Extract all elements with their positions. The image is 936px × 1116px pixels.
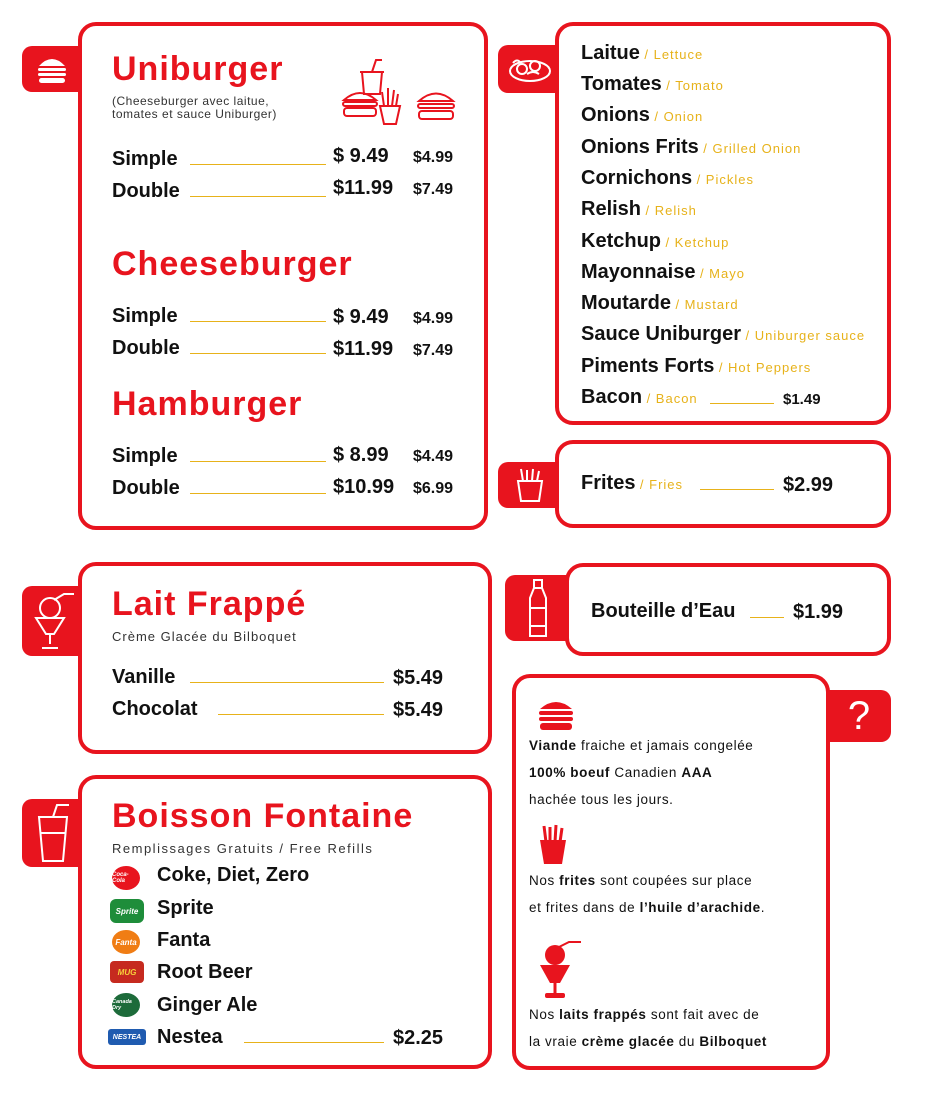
fries-tab (498, 462, 562, 508)
shake-bold: crème glacée (581, 1034, 675, 1049)
fries-text: Nos (529, 873, 560, 888)
meat-bold: Viande (529, 738, 577, 753)
cheeseburger-double-combo: $7.49 (413, 342, 454, 359)
leader-line (190, 493, 326, 494)
uniburger-desc-2: tomates et sauce Uniburger) (112, 107, 277, 121)
salad-plate-icon (507, 54, 553, 84)
fries-bold: l’huile d’arachide (639, 900, 761, 915)
cheeseburger-simple-price: $ 9.49 (333, 306, 389, 328)
shake-text: la vraie (529, 1034, 582, 1049)
cheeseburger-title: Cheeseburger (112, 245, 353, 283)
uniburger-simple-price: $ 9.49 (333, 145, 389, 167)
drink-item: Ginger Ale (157, 994, 258, 1016)
water-tab (505, 575, 571, 641)
leader-line (190, 682, 384, 683)
meat-bold: 100% boeuf (529, 765, 611, 780)
cheeseburger-double-price: $11.99 (333, 338, 394, 360)
topping-name: Bacon (581, 386, 643, 408)
milkshake-icon (30, 590, 74, 652)
meat-bold: AAA (681, 765, 713, 780)
hamburger-simple-combo: $4.49 (413, 448, 454, 465)
fries-name: Frites (581, 472, 636, 494)
topping-item (581, 167, 754, 190)
shake-text: du (674, 1034, 700, 1049)
milkshake-tab (22, 586, 82, 656)
topping-name: Sauce Uniburger (581, 323, 742, 345)
burger-icon (537, 697, 575, 731)
leader-line (218, 714, 384, 715)
topping-item (581, 386, 698, 409)
fries-text: et frites dans de (529, 900, 640, 915)
fountain-tab (22, 799, 84, 867)
fries-bold: frites (559, 873, 596, 888)
vanilla-price: $5.49 (393, 667, 444, 689)
milkshake-title: Lait Frappé (112, 585, 307, 623)
fountain-price: $2.25 (393, 1027, 444, 1049)
leader-line (190, 461, 326, 462)
shake-line-1 (529, 1007, 759, 1022)
leader-line (190, 321, 326, 322)
uniburger-simple-label: Simple (112, 148, 178, 170)
topping-item (581, 136, 801, 159)
chocolate-price: $5.49 (393, 699, 444, 721)
topping-name: Moutarde (581, 292, 671, 314)
bacon-price: $1.49 (783, 391, 821, 408)
hamburger-simple-price: $ 8.99 (333, 444, 389, 466)
topping-item (581, 104, 703, 127)
leader-line (750, 617, 784, 618)
leader-line (700, 489, 774, 490)
fries-english: / Fries (639, 477, 684, 492)
topping-english: / Onion (654, 109, 704, 124)
meat-line-1 (529, 738, 753, 753)
uniburger-simple-combo: $4.99 (413, 149, 454, 166)
drink-item: Fanta (157, 929, 211, 951)
topping-name: Cornichons (581, 167, 693, 189)
combo-icon (340, 58, 402, 126)
drink-item: Nestea (157, 1026, 223, 1048)
hamburger-double-label: Double (112, 477, 180, 499)
shake-bold: Bilboquet (699, 1034, 767, 1049)
shake-bold: laits frappés (559, 1007, 647, 1022)
fries-text: sont coupées sur place (595, 873, 753, 888)
fries-text: . (760, 900, 766, 915)
leader-line (244, 1042, 384, 1043)
topping-name: Onions Frits (581, 136, 699, 158)
toppings-tab (498, 45, 562, 93)
milkshake-subtitle: Crème Glacée du Bilboquet (112, 629, 297, 644)
shake-line-2 (529, 1034, 767, 1049)
uniburger-double-price: $11.99 (333, 177, 394, 199)
topping-name: Ketchup (581, 230, 661, 252)
water-bottle-icon (526, 578, 550, 638)
canada-dry-logo: Canada Dry (112, 993, 140, 1017)
topping-english: / Hot Peppers (718, 360, 812, 375)
soda-cup-icon (33, 803, 73, 863)
meat-line-3: hachée tous les jours. (529, 792, 674, 807)
coca-cola-logo: Coca-Cola (112, 866, 140, 890)
fries-icon (537, 824, 569, 866)
hamburger-double-price: $10.99 (333, 476, 395, 498)
hamburger-simple-label: Simple (112, 445, 178, 467)
topping-item (581, 292, 739, 315)
topping-english: / Mustard (675, 297, 739, 312)
cheeseburger-double-label: Double (112, 337, 180, 359)
chocolate-label: Chocolat (112, 698, 198, 720)
fountain-title: Boisson Fontaine (112, 797, 414, 835)
nestea-logo: NESTEA (108, 1029, 146, 1045)
question-icon: ? (847, 694, 871, 738)
drink-item: Coke, Diet, Zero (157, 864, 310, 886)
leader-line (190, 164, 326, 165)
topping-item (581, 198, 697, 221)
topping-item (581, 355, 811, 378)
drink-item: Sprite (157, 897, 214, 919)
fries-line-1 (529, 873, 752, 888)
topping-name: Mayonnaise (581, 261, 696, 283)
meat-text: Canadien (610, 765, 682, 780)
question-tab (827, 690, 891, 742)
milkshake-icon (535, 939, 583, 1001)
uniburger-title: Uniburger (112, 50, 284, 88)
cheeseburger-simple-combo: $4.99 (413, 310, 454, 327)
topping-name: Tomates (581, 73, 662, 95)
topping-item (581, 42, 703, 65)
meat-text: fraiche et jamais congelée (576, 738, 754, 753)
fountain-subtitle: Remplissages Gratuits / Free Refills (112, 841, 374, 856)
topping-english: / Uniburger sauce (745, 328, 866, 343)
leader-line (710, 403, 774, 404)
vanilla-label: Vanille (112, 666, 176, 688)
topping-english: / Grilled Onion (703, 141, 802, 156)
fries-price: $2.99 (783, 474, 834, 496)
topping-english: / Pickles (696, 172, 754, 187)
cheeseburger-simple-label: Simple (112, 305, 178, 327)
uniburger-double-combo: $7.49 (413, 181, 454, 198)
fries-icon (514, 467, 546, 503)
fries-line-2 (529, 900, 765, 915)
shake-text: sont fait avec de (646, 1007, 760, 1022)
burger-tab (22, 46, 82, 92)
topping-item (581, 261, 745, 284)
topping-item (581, 323, 865, 346)
topping-item (581, 230, 729, 253)
leader-line (190, 196, 326, 197)
topping-item (581, 73, 724, 96)
topping-english: / Lettuce (644, 47, 704, 62)
uniburger-desc-1: (Cheeseburger avec laitue, (112, 94, 270, 108)
leader-line (190, 353, 326, 354)
topping-english: / Bacon (646, 391, 698, 406)
topping-name: Relish (581, 198, 642, 220)
water-label: Bouteille d’Eau (591, 600, 736, 622)
fries-item (581, 472, 683, 495)
sprite-logo: Sprite (110, 899, 144, 923)
meat-line-2 (529, 765, 712, 780)
topping-name: Piments Forts (581, 355, 715, 377)
drink-item: Root Beer (157, 961, 253, 983)
topping-english: / Ketchup (665, 235, 730, 250)
topping-english: / Relish (645, 203, 697, 218)
topping-name: Onions (581, 104, 650, 126)
hamburger-title: Hamburger (112, 385, 303, 423)
burger-icon (35, 54, 69, 84)
topping-english: / Mayo (699, 266, 745, 281)
uniburger-double-label: Double (112, 180, 180, 202)
burger-icon (416, 88, 456, 122)
water-price: $1.99 (793, 601, 844, 623)
shake-text: Nos (529, 1007, 560, 1022)
mug-logo: MUG (110, 961, 144, 983)
topping-english: / Tomato (666, 78, 724, 93)
topping-name: Laitue (581, 42, 640, 64)
fanta-logo: Fanta (112, 930, 140, 954)
hamburger-double-combo: $6.99 (413, 480, 454, 497)
